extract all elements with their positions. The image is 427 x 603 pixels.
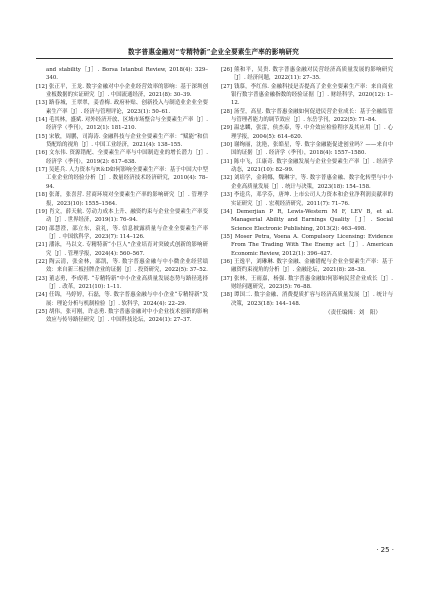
reference-number: [12]	[36, 83, 48, 90]
reference-entry	[36, 258, 208, 275]
reference-number: [29]	[221, 125, 233, 132]
reference-entry	[36, 66, 208, 83]
reference-entry	[221, 233, 393, 258]
reference-entry	[36, 83, 208, 100]
reference-text: 温忠麟，张雷，侯杰泰，等. 中介效应检验程序及其应用［J］. 心理学报，2004(5): 614–620.	[231, 125, 394, 140]
reference-entry	[221, 124, 393, 141]
reference-entry	[221, 83, 393, 108]
reference-number: [26]	[221, 67, 233, 73]
reference-number: [30]	[221, 142, 233, 149]
reference-entry	[36, 191, 208, 208]
reference-number: [31]	[221, 158, 233, 165]
reference-entry	[36, 166, 208, 191]
reference-entry	[221, 258, 393, 275]
reference-text: 王逸平，刘琳琳. 数字金融、金融错配与企业全要素生产率：基于融资约束视角的分析［J］. 金融论坛，2021(8): 28–38.	[231, 258, 393, 274]
reference-entry	[221, 158, 393, 175]
reference-text: 文东伟. 资源错配、全要素生产率与中国制造业的增长潜力［J］. 经济学（季刊），2019(2): 617–638.	[46, 150, 208, 165]
reference-number: [35]	[221, 233, 233, 240]
editor-note: （责任编辑：刘 阳）	[325, 309, 381, 316]
reference-number: [15]	[36, 133, 48, 140]
reference-entry	[221, 108, 393, 125]
reference-number: [13]	[36, 100, 48, 107]
reference-entry	[36, 133, 208, 150]
reference-text: and stability［J］. Borsa Istanbul Review, 2018(4): 329–340.	[46, 67, 208, 82]
reference-text: Moser Petra, Voena A. Compulsory Licensing: Evidence From The Trading With The Enemy act［J］. American Economic Review, 2012(1): 396–427.	[231, 233, 393, 257]
reference-number: [17]	[36, 167, 48, 174]
reference-text: 谢绚丽，沈艳，张皓星，等. 数字金融能促进创业吗？——来自中国的证据［J］. 经济学（季刊），2018(4): 1557–1580.	[231, 142, 393, 157]
header-rule	[36, 58, 393, 59]
reference-entry	[36, 241, 208, 258]
reference-entry	[221, 66, 393, 83]
reference-number: [24]	[36, 292, 48, 299]
reference-number: [22]	[36, 258, 48, 265]
reference-entry	[36, 291, 208, 308]
reference-text: Demerjian P R, Lewis-Western M F, LEV B, et al. Managerial Ability and Earnings Quality［J］. Social Science Electronic Publishing, 2013(2): 463–498.	[231, 208, 393, 232]
reference-text: 熊和平，吴贵. 数字普惠金融对民营经济高质量发展的影响研究［J］. 经济问题，2022(11): 27–35.	[231, 67, 394, 82]
reference-number: [37]	[221, 275, 233, 282]
reference-text: 汤莹，高星. 数字普惠金融如何促进民营企业成长：基于全融监管与管理者能力的调节效应［J］. 东岳学刊，2022(5): 71–84.	[231, 108, 393, 124]
reference-number: [16]	[36, 150, 48, 157]
reference-text: 毛其林，盛斌. 对外经济开放、区域市场整合与全要素生产率［J］. 经济学（季刊），2012(1): 181–210.	[46, 117, 208, 132]
reference-entry	[221, 174, 393, 191]
reference-entry	[221, 208, 393, 233]
reference-text: 任锦，马婷婷，石磊，等. 数字普惠金融与中小企业“专精特新”发展：理论分析与机制检验［J］. 软科学，2024(4): 22–29.	[46, 292, 208, 307]
reference-number: [21]	[36, 242, 48, 249]
reference-text: 潘泳，马以文. 专精特新“小巨人”企业培育对突破式创新的影响研究［J］. 管理学报，2024(4): 560–567.	[46, 242, 208, 257]
reference-text: 陈中飞，江康奇. 数字金融发展与企业全要素生产率［J］. 经济学动态，2021(10): 82–99.	[231, 158, 394, 174]
reference-text: 张萧，张喜营. 营商环境对全要素生产率的影响研究［J］. 管理学报，2023(10): 1555–1564.	[46, 192, 209, 207]
reference-text: 邵慧澄，邵立东，袁礼，等. 信息披露质量与企业全要素生产率［J］. 中国软科学，2023(7): 114–126.	[46, 225, 209, 240]
reference-text: 谭国二. 数字金融、消费提质扩容与经济高质量发展［J］. 统计与决策，2023(18): 144–148.	[231, 292, 394, 307]
reference-entry	[36, 149, 208, 166]
reference-entry	[36, 225, 208, 242]
reference-text: 张林，王雨嘉，杨强. 数字普惠金融如何影响民营企业成长［J］. 财经问题研究，2023(5): 76–88.	[231, 275, 393, 290]
reference-entry	[36, 116, 208, 133]
reference-number: [34]	[221, 208, 233, 215]
reference-number: [18]	[36, 192, 48, 199]
reference-entry	[221, 191, 393, 208]
reference-entry	[36, 275, 208, 292]
reference-text: 宋敏，周鹏，司海涛. 金融科技与企业全要素生产率：“赋能”和信贷配给的视角［J］. 中国工业经济，2021(4): 138–155.	[46, 133, 208, 149]
reference-number: [20]	[36, 225, 48, 232]
running-header: 数字普惠金融对“专精特新”企业全要素生产率的影响研究	[127, 48, 300, 56]
reference-text: 刘培学，金莉娜，魏琳宇，等. 数字普惠金融、数字化转型与中小企业高质量发展［J］. 统计与决策，2023(18): 154–158.	[231, 175, 393, 190]
reference-text: 吴延兵. 人力资本与R＆D如何影响全要素生产率：基于中国大中型工业企业的经验分析［J］. 数量经济技术经济研究，2010(4): 78–94.	[46, 167, 208, 190]
reference-text: 李逵兵，邓学芬，唐坤. 上市公司人力资本和企业净利润贡献率的实证研究［J］. 宏观经济研究，2011(7): 71–76.	[231, 192, 393, 207]
reference-entry	[221, 291, 393, 308]
reference-number: [19]	[36, 208, 48, 215]
reference-text: 张正平，王龙. 数字金融对中小企业经营效率的影响：基于深圳创业板数据的实证研究［J］. 中国流通经济，2021(8): 30–39.	[46, 83, 208, 99]
reference-number: [32]	[221, 175, 233, 182]
reference-entry	[36, 99, 208, 116]
reference-text: 钱慕，李红伟. 金融科技是否提高了企业全要素生产率：来自商业银行数字普惠金融指数的经验证据［J］. 财经科学，2020(12): 1–12.	[231, 83, 393, 107]
references-right-column	[221, 66, 393, 317]
reference-number: [38]	[221, 292, 233, 299]
reference-number: [23]	[36, 275, 48, 282]
reference-number: [14]	[36, 117, 48, 124]
reference-text: 董志勇，李成明. “专精特新”中小企业高质量发展态势与路径选择［J］. 改革，2021(10): 1–11.	[46, 275, 208, 290]
reference-number: [33]	[221, 192, 233, 199]
reference-entry	[221, 275, 393, 292]
reference-number: [36]	[221, 258, 233, 265]
reference-number: [28]	[221, 108, 233, 115]
references-left-column	[36, 66, 208, 325]
reference-number: [27]	[221, 83, 233, 90]
reference-number: [25]	[36, 308, 48, 315]
reference-text: 肖文，薛天航. 劳动力成本上升、融资约束与企业全要素生产率变动［J］. 世界经济，2019(1): 76–94.	[46, 208, 208, 224]
reference-entry	[221, 141, 393, 158]
page-number: · 25 ·	[376, 546, 394, 554]
reference-text: 陶云清，张金林，邵凯，等. 数字普惠金融与中小微企业经营绩效：来自新三板挂牌企业的证据［J］. 投资研究，2022(5): 37–52.	[46, 258, 209, 274]
reference-entry	[36, 308, 208, 325]
reference-text: 胡伟，张可刚，许志勇. 数字普惠金融对中小企业技术创新的影响效应与传导路径研究［J］. 中国科技论坛，2024(1): 27–37.	[46, 308, 208, 324]
reference-entry	[36, 208, 208, 225]
reference-text: 路春城，王翠翠，姜香梅. 政府补贴、创新投入与制造业企业全要素生产率［J］. 经济与管理评论，2023(1): 50–61.	[46, 100, 208, 115]
